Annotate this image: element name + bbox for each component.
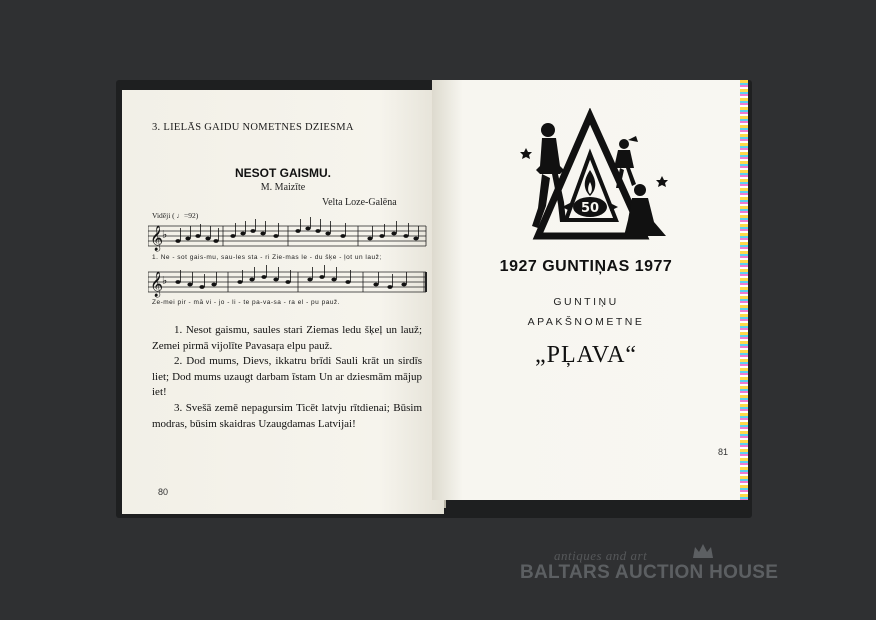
camp-emblem [520,108,670,248]
verse-2: 2. Dod mums, Dievs, ikkatru brīdi Sauli krāt un sirdīs liet; Dod mums uzaugt darbam īstam Un ar dziesmām mājup iet! [152,355,422,399]
svg-text:♭: ♭ [162,229,168,241]
event-title: 1927 GUNTIŅAS 1977 [499,258,673,275]
right-page [432,80,740,500]
svg-text:𝄞: 𝄞 [150,272,164,297]
crown-icon [692,542,714,560]
composer-name: M. Maizīte [260,182,306,193]
camp-name: „PĻAVA“ [534,342,638,368]
tempo-marking: Vidēji ( ♩=92) [152,211,199,220]
watermark-tagline: antiques and art [554,548,648,563]
subtitle-apaksnometne: APAKŠNOMETNE [527,316,645,328]
lyricist-name: Velta Loze-Galēna [322,197,397,208]
song-section-header: 3. LIELĀS GAIDU NOMETNES DZIESMA [152,122,354,133]
watermark-brand: BALTARS AUCTION HOUSE [520,562,779,583]
svg-text:𝄞: 𝄞 [150,226,164,251]
lyrics-underlay-1: 1. Ne - sot gais-mu, sau-les sta - ri Zie-mas le - du šķe - ļot un lauž; [152,254,382,261]
song-title: NESOT GAISMU. [234,166,331,180]
open-songbook [112,76,752,516]
subtitle-guntinu: GUNTIŅU [553,296,619,308]
verse-1: 1. Nesot gaismu, saules stari Ziemas ledu šķeļ un lauž; Zemei pirmā vijolīte Pavasaŗa elpu pauž. [152,324,422,352]
music-staff-2 [148,262,428,302]
lyrics-underlay-2: Ze-mei pir - mā vi - jo - li - te pa-va-sa - ra el - pu pauž. [152,299,340,306]
verse-3: 3. Svešā zemē nepagursim Ticēt latvju rītdienai; Būsim modras, būsim skaidras Uzaugdamas Latvijai! [152,401,422,430]
svg-text:♭: ♭ [162,275,168,287]
page-number-left: 80 [158,487,169,497]
left-page [122,90,444,514]
auction-watermark [520,548,820,588]
emblem-number: 50 [580,201,600,216]
music-staff-1 [148,216,428,256]
page-number-right: 81 [718,447,729,457]
song-verses [152,323,422,432]
